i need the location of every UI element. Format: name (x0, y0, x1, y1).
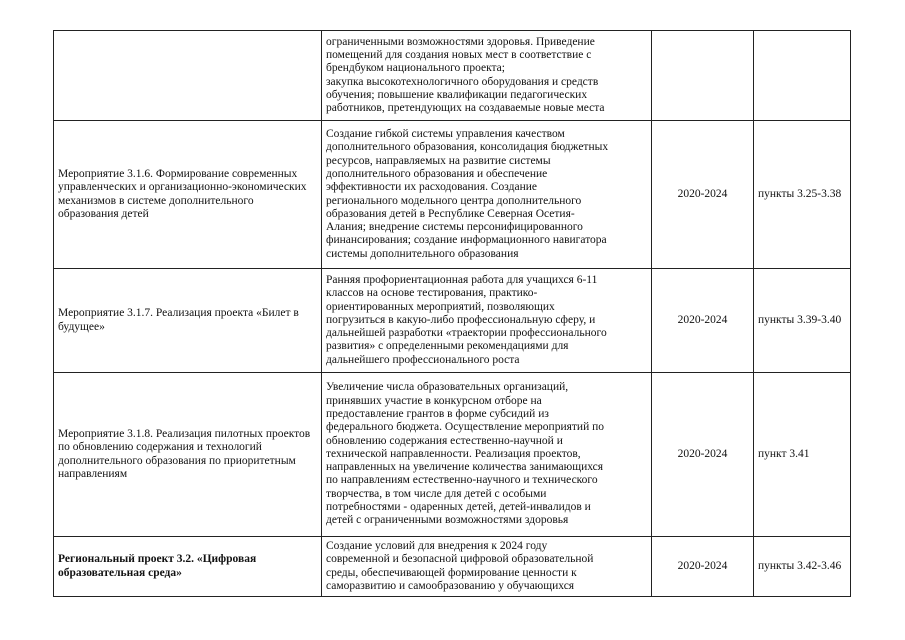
measure-description-cell: Увеличение числа образовательных организаций, принявших участие в конкурсном отборе на предоставление грантов в форме субсидий из федерального бюджета. Осуществление мероприятий по обновлению содержания естественно-научной и технической направленности. Реализация проектов, направленных на увеличение количества занимающихся по направлениям естественно-научного и технического творчества, в том числе для детей с особыми потребностями - одаренных детей, детей-инвалидов и детей с ограниченными возможностями здоровья (322, 373, 652, 537)
period-cell: 2020-2024 (652, 269, 754, 373)
measure-name-cell: Мероприятие 3.1.8. Реализация пилотных проектов по обновлению содержания и технологий дополнительного образования по приоритетным направлениям (54, 373, 322, 537)
points-cell: пункты 3.39-3.40 (754, 269, 851, 373)
period-cell: 2020-2024 (652, 121, 754, 269)
table-row (54, 373, 851, 537)
project-description-cell: Создание условий для внедрения к 2024 году современной и безопасной цифровой образовательной среды, обеспечивающей формирование ценности к саморазвитию и самообразованию у обучающихся (322, 537, 652, 597)
table-row (54, 537, 851, 597)
measure-name-cell: Мероприятие 3.1.6. Формирование современных управленческих и организационно-экономических механизмов в системе дополнительного образования детей (54, 121, 322, 269)
period-cell: 2020-2024 (652, 373, 754, 537)
measure-description-cell: ограниченными возможностями здоровья. Приведение помещений для создания новых мест в соответствие с брендбуком национального проекта; закупка высокотехнологичного оборудования и средств обучения; повышение квалификации педагогических работников, претендующих на создаваемые новые места (322, 31, 652, 121)
measure-description-cell: Ранняя профориентационная работа для учащихся 6-11 классов на основе тестирования, практико- ориентированных мероприятий, позволяющих погрузиться в какую-либо профессиональную сферу, и дальнейшей разработки «траектории профессионального развития» с определенными рекомендациями для дальнейшего профессионального роста (322, 269, 652, 373)
period-cell: 2020-2024 (652, 537, 754, 597)
points-cell: пункты 3.42-3.46 (754, 537, 851, 597)
points-cell: пункты 3.25-3.38 (754, 121, 851, 269)
measure-name-cell (54, 31, 322, 121)
period-cell (652, 31, 754, 121)
points-cell (754, 31, 851, 121)
measure-description-cell: Создание гибкой системы управления качеством дополнительного образования, консолидация бюджетных ресурсов, направляемых на развитие системы дополнительного образования и обеспечение эффективности их расходования. Создание регионального модельного центра дополнительного образования детей в Республике Северная Осетия- Алания; внедрение системы персонифицированного финансирования; создание информационного навигатора системы дополнительного образования (322, 121, 652, 269)
measure-name-cell: Мероприятие 3.1.7. Реализация проекта «Билет в будущее» (54, 269, 322, 373)
project-name-cell: Региональный проект 3.2. «Цифровая образовательная среда» (54, 537, 322, 597)
table-row (54, 269, 851, 373)
table-row (54, 121, 851, 269)
points-cell: пункт 3.41 (754, 373, 851, 537)
measures-table (53, 30, 851, 597)
table-row (54, 31, 851, 121)
